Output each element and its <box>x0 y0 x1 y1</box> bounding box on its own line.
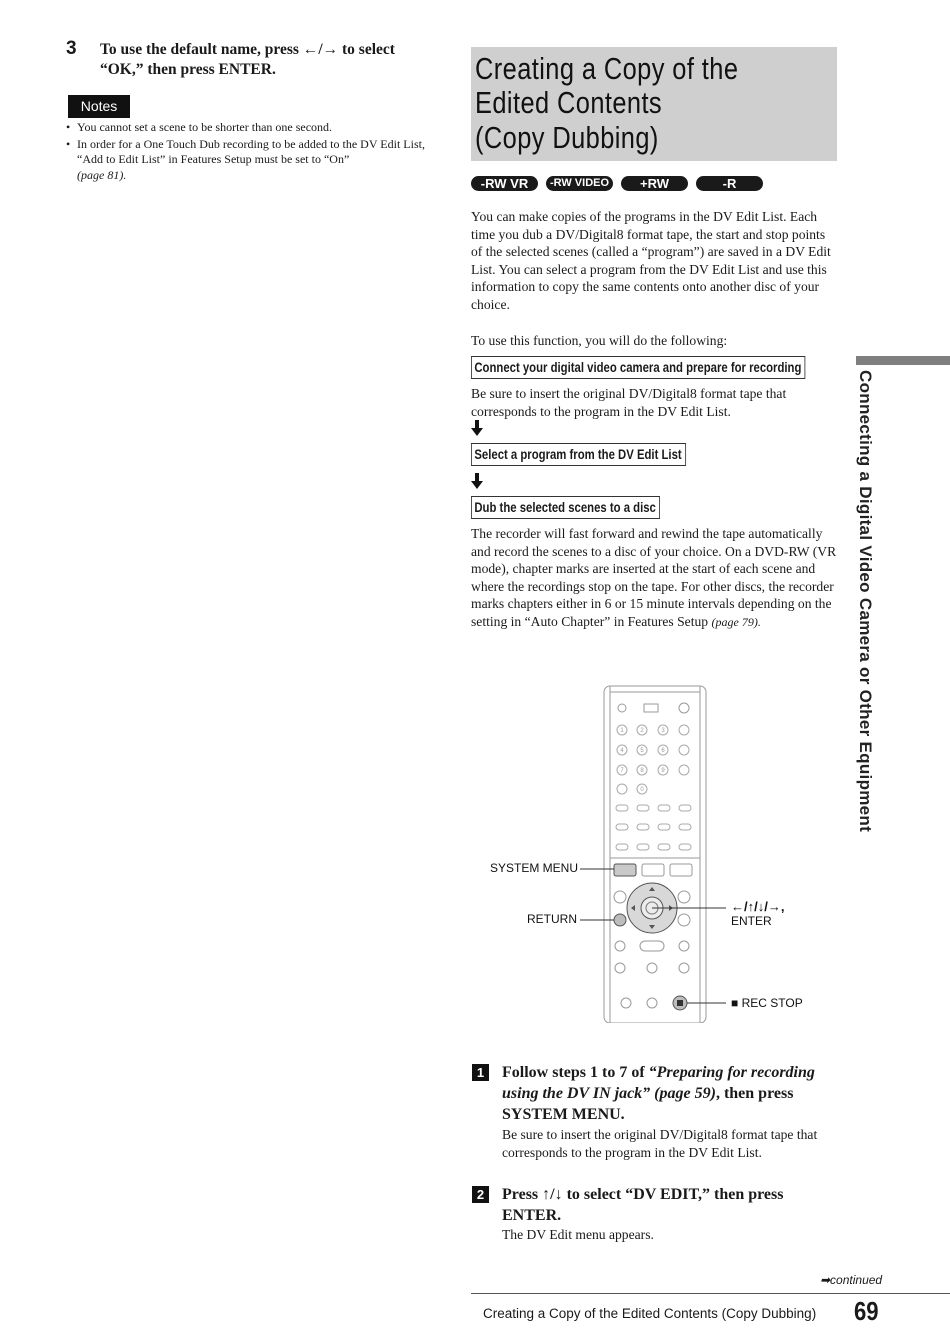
step-2-heading-end: to select “DV EDIT,” then press ENTER. <box>502 1186 784 1224</box>
step-1-body: Be sure to insert the original DV/Digital8 format tape that corresponds to the program in the DV Edit List. <box>502 1127 818 1160</box>
title-line: Edited Contents <box>475 85 663 120</box>
step-2-heading-text: Press <box>502 1186 539 1203</box>
system-menu-label: SYSTEM MENU <box>490 861 579 875</box>
note-item <box>66 137 428 184</box>
step-1-heading-text: Follow steps 1 to 7 of <box>502 1064 645 1081</box>
step-2-heading <box>502 1184 842 1226</box>
page-number: 69 <box>854 1296 879 1326</box>
footer-section-title: Creating a Copy of the Edited Contents (Copy Dubbing) <box>483 1306 817 1321</box>
side-tab-bar <box>856 356 950 365</box>
lead-in-paragraph: To use this function, you will do the following: <box>471 333 728 348</box>
key-label-7: 7 <box>620 768 624 774</box>
key-label-3: 3 <box>661 728 665 734</box>
badge-rw-vr: -RW VR <box>471 176 538 191</box>
rec-stop-label: ■ REC STOP <box>731 996 803 1010</box>
key-label-1: 1 <box>620 728 624 734</box>
step-2-body: The DV Edit menu appears. <box>502 1227 654 1242</box>
step-3-instruction <box>100 40 440 80</box>
flow-step-connect-text: Be sure to insert the original DV/Digital8 format tape that corresponds to the program in the DV Edit List. <box>471 386 787 419</box>
flow-step-dub-text <box>471 525 837 632</box>
note-item: • You cannot set a scene to be shorter than one second. <box>66 120 428 136</box>
note-item-text: In order for a One Touch Dub recording to be added to the DV Edit List, “Add to Edit List” in Features Setup must be set to “On” <box>77 136 425 166</box>
key-label-5: 5 <box>640 748 644 754</box>
flow-step-connect-box: Connect your digital video camera and prepare for recording <box>471 356 806 379</box>
side-tab <box>853 370 875 833</box>
step-1-heading-end: , then press SYSTEM MENU. <box>502 1085 794 1123</box>
intro-paragraph: You can make copies of the programs in the DV Edit List. Each time you dub a DV/Digital8 format tape, the start and stop points of the selected scenes (called a “program”) are saved in a DV Edit List. You can select a program from the DV Edit List and use this information to copy the same contents onto another disc of your choice. <box>471 209 831 312</box>
notes-label: Notes <box>68 95 130 118</box>
key-label-4: 4 <box>620 748 624 754</box>
step-3-text-a: To use the default name, press <box>100 41 299 58</box>
key-label-6: 6 <box>661 748 665 754</box>
callout-lines <box>580 860 730 1010</box>
note-page-ref-link[interactable]: (page 81). <box>77 167 127 182</box>
return-label: RETURN <box>527 912 577 926</box>
up-down-arrows-icon: ↑/↓ <box>542 1186 563 1203</box>
left-right-arrows-icon: ←/→ <box>302 41 339 58</box>
step-3-text-b: to select “OK,” then press ENTER. <box>100 41 395 78</box>
key-label-0: 0 <box>640 787 644 793</box>
continued-note: ➡continued <box>820 1273 883 1287</box>
key-label-8: 8 <box>640 768 644 774</box>
title-line: (Copy Dubbing) <box>475 120 659 155</box>
down-arrow-icon <box>471 420 483 436</box>
side-tab-label: Connecting a Digital Video Camera or Other Equipment <box>856 370 875 833</box>
section-title <box>471 47 837 161</box>
flow-step-dub-body: The recorder will fast forward and rewind the tape automatically and record the scenes to a disc of your choice. On a DVD-RW (VR mode), chapter marks are inserted at the start of each scene and where the recordings stop on the tape. For other discs, the recorder marks chapters either in 6 or 15 minute intervals depending on the setting in “Auto Chapter” in Features Setup <box>471 526 837 629</box>
direction-arrows-label: ←/↑/↓/→, <box>731 899 785 914</box>
key-label-9: 9 <box>661 768 665 774</box>
step-2-number: 2 <box>472 1186 489 1203</box>
badge-rw-video: -RW VIDEO <box>546 176 613 191</box>
title-line: Creating a Copy of the <box>475 51 739 86</box>
step-1-heading <box>502 1062 842 1125</box>
step-1-number: 1 <box>472 1064 489 1081</box>
key-label-2: 2 <box>640 728 644 734</box>
flow-step-dub-box: Dub the selected scenes to a disc <box>471 496 660 519</box>
badge-r: -R <box>696 176 763 191</box>
notes-list <box>66 120 428 184</box>
flow-step-select-box: Select a program from the DV Edit List <box>471 443 686 466</box>
step-1-page-ref-link[interactable]: “Preparing for recording using the DV IN jack” (page 59) <box>502 1064 815 1102</box>
page-ref-link[interactable]: (page 79). <box>711 614 761 629</box>
enter-label: ENTER <box>731 914 772 928</box>
down-arrow-icon <box>471 473 483 489</box>
step-3-number: 3 <box>66 38 77 59</box>
badge-plus-rw: +RW <box>621 176 688 191</box>
footer-divider <box>471 1293 950 1294</box>
